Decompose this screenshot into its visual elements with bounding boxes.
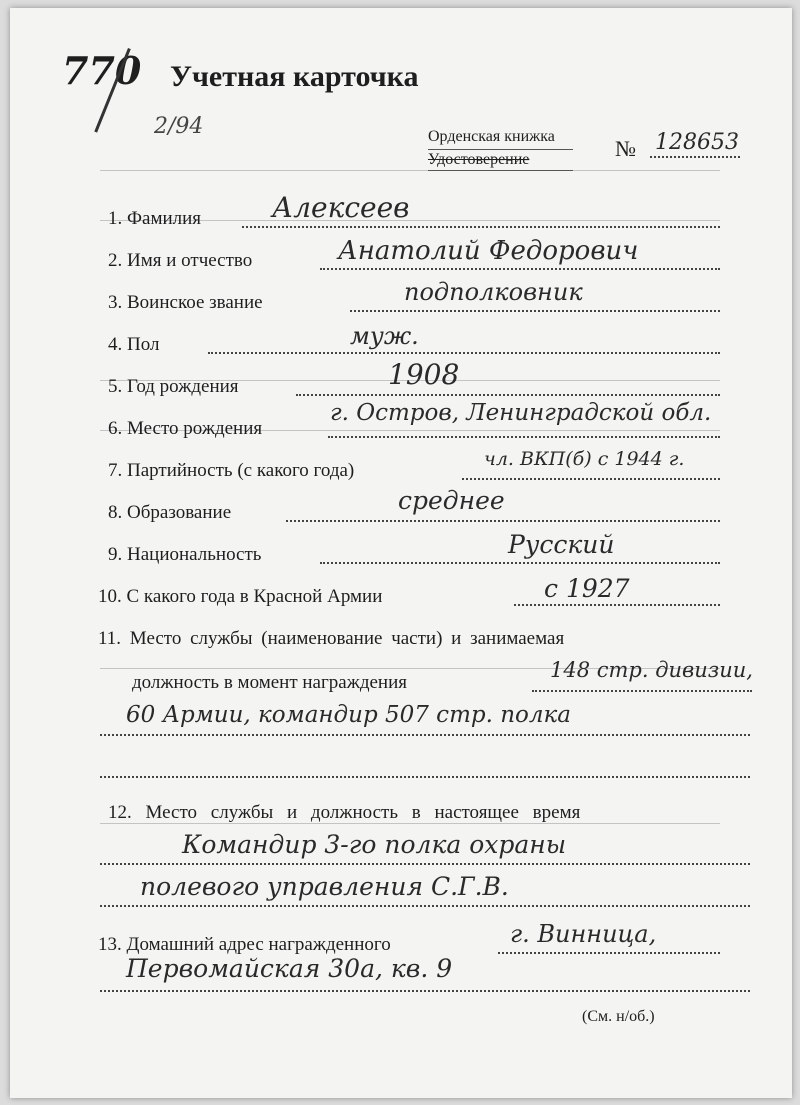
document-number: 128653 xyxy=(655,130,739,155)
fill-line xyxy=(100,863,750,865)
value-current-service-line1: Командир 3-го полка охраны xyxy=(182,830,567,859)
fill-line xyxy=(514,604,720,606)
label-service-place-line2: должность в момент награждения xyxy=(132,672,408,693)
fill-line xyxy=(462,478,720,480)
value-army-since: с 1927 xyxy=(544,574,630,603)
label-rank: 3. Воинское звание xyxy=(108,292,263,313)
number-line xyxy=(650,156,740,158)
value-nationality: Русский xyxy=(508,530,615,559)
doc-type-rule xyxy=(428,149,573,150)
value-birthplace: г. Остров, Ленинградской обл. xyxy=(330,400,712,426)
label-nationality: 9. Национальность xyxy=(108,544,262,565)
label-sex: 4. Пол xyxy=(108,334,160,355)
doc-type-order-book: Орденская книжка xyxy=(428,128,555,145)
fill-line xyxy=(100,990,750,992)
ruled-line xyxy=(100,170,720,171)
number-sign: № xyxy=(615,136,636,161)
fill-line xyxy=(350,310,720,312)
fill-line xyxy=(100,905,750,907)
record-card xyxy=(10,8,792,1098)
value-surname: Алексеев xyxy=(272,191,410,224)
label-service-place-line1: 11. Место службы (наименование части) и занимаемая xyxy=(98,628,565,649)
fill-line xyxy=(328,436,720,438)
fill-line xyxy=(320,268,720,270)
fill-line xyxy=(100,776,750,778)
label-surname: 1. Фамилия xyxy=(108,208,202,229)
footnote: (См. н/об.) xyxy=(582,1008,655,1025)
doc-type-certificate-struck: Удостоверение xyxy=(428,151,530,168)
archive-sub-number: 2/94 xyxy=(154,114,204,139)
label-home-address: 13. Домашний адрес награжденного xyxy=(98,934,391,955)
fill-line xyxy=(286,520,720,522)
card-title: Учетная карточка xyxy=(170,60,419,93)
doc-type-rule xyxy=(428,170,573,171)
fill-line xyxy=(100,734,750,736)
value-service-place-line2: 60 Армии, командир 507 стр. полка xyxy=(126,702,571,728)
fill-line xyxy=(320,562,720,564)
value-sex: муж. xyxy=(350,322,419,350)
archive-number: 770 xyxy=(62,48,142,93)
value-current-service-line2: полевого управления С.Г.В. xyxy=(140,872,509,901)
fill-line xyxy=(242,226,720,228)
value-home-address-line1: г. Винница, xyxy=(510,920,657,948)
value-home-address-line2: Первомайская 30а, кв. 9 xyxy=(126,954,453,983)
label-education: 8. Образование xyxy=(108,502,232,523)
value-service-place-line1: 148 стр. дивизии, xyxy=(550,658,753,682)
value-party: чл. ВКП(б) с 1944 г. xyxy=(484,448,685,470)
fill-line xyxy=(208,352,720,354)
label-current-service: 12. Место службы и должность в настоящее время xyxy=(108,802,581,823)
label-army-since: 10. С какого года в Красной Армии xyxy=(98,586,383,607)
fill-line xyxy=(532,690,752,692)
value-name: Анатолий Федорович xyxy=(338,236,639,266)
label-party: 7. Партийность (с какого года) xyxy=(108,460,355,481)
value-rank: подполковник xyxy=(404,278,583,306)
label-birth-year: 5. Год рождения xyxy=(108,376,239,397)
label-birthplace: 6. Место рождения xyxy=(108,418,263,439)
value-birth-year: 1908 xyxy=(388,358,460,391)
value-education: среднее xyxy=(398,486,505,515)
label-name: 2. Имя и отчество xyxy=(108,250,253,271)
fill-line xyxy=(498,952,720,954)
fill-line xyxy=(296,394,720,396)
